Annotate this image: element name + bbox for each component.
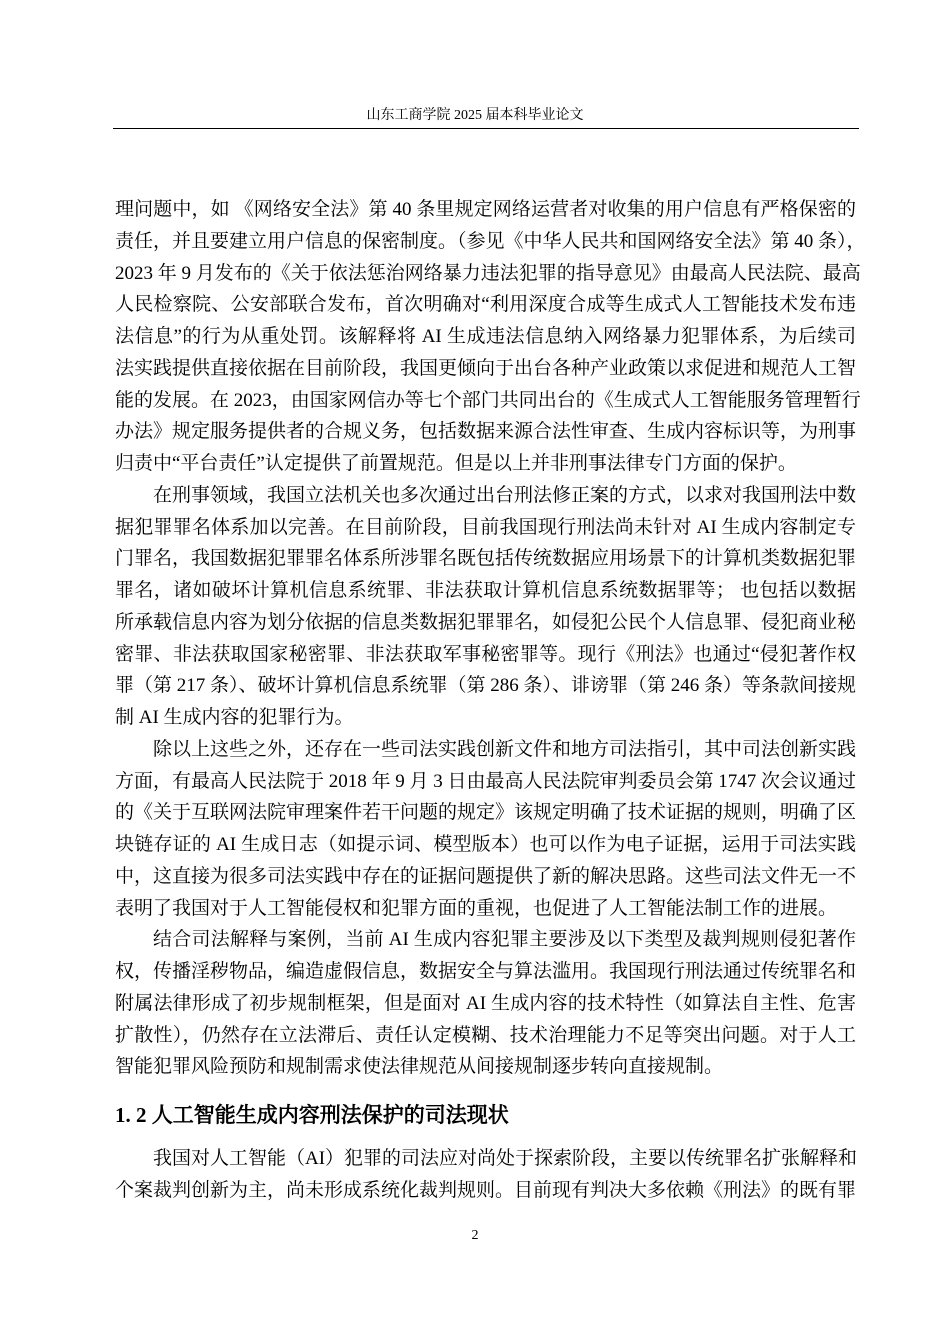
paragraph bbox=[115, 1143, 856, 1207]
text-line: 制 AI 生成内容的犯罪行为。 bbox=[115, 707, 354, 728]
text-line: 法信息”的行为从重处罚。该解释将 AI 生成违法信息纳入网络暴力犯罪体系，为后续司 bbox=[115, 326, 856, 347]
text-line: 2023 年 9 月发布的《关于依法惩治网络暴力违法犯罪的指导意见》由最高人民法院、最高 bbox=[115, 262, 861, 284]
text-line: 办法》规定服务提供者的合规义务，包括数据来源合法性审查、生成内容标识等，为刑事 bbox=[115, 421, 857, 443]
text-line: 能的发展。在 2023，由国家网信办等七个部门共同出台的《生成式人工智能服务管理暂行 bbox=[115, 389, 861, 411]
text-line: 块链存证的 AI 生成日志（如提示词、模型版本）也可以作为电子证据，运用于司法实践 bbox=[115, 834, 856, 855]
text-line: 人民检察院、公安部联合发布，首次明确对“利用深度合成等生成式人工智能技术发布违 bbox=[115, 294, 856, 316]
text-line: 中，这直接为很多司法实践中存在的证据问题提供了新的解决思路。这些司法文件无一不 bbox=[115, 865, 857, 887]
text-line: 责任，并且要建立用户信息的保密制度。（参见《中华人民共和国网络安全法》第 40 条）， bbox=[115, 230, 866, 252]
text-line: 在刑事领域，我国立法机关也多次通过出台刑法修正案的方式，以求对我国刑法中数 bbox=[153, 484, 857, 506]
text-line: 智能犯罪风险预防和规制需求使法律规范从间接规制逐步转向直接规制。 bbox=[115, 1056, 724, 1078]
text-line: 据犯罪罪名体系加以完善。在目前阶段，目前我国现行刑法尚未针对 AI 生成内容制定专 bbox=[115, 516, 856, 538]
paragraph bbox=[115, 734, 856, 925]
text-line: 的《关于互联网法院审理案件若干问题的规定》该规定明确了技术证据的规则，明确了区 bbox=[115, 802, 857, 824]
section-heading: 1. 2 人工智能生成内容刑法保护的司法现状 bbox=[115, 1103, 509, 1127]
text-line: 门罪名，我国数据犯罪罪名体系所涉罪名既包括传统数据应用场景下的计算机类数据犯罪 bbox=[115, 548, 857, 570]
page-number: 2 bbox=[471, 1228, 479, 1243]
text-line: 归责中“平台责任”认定提供了前置规范。但是以上并非刑事法律专门方面的保护。 bbox=[115, 453, 797, 474]
text-line: 罪（第 217 条）、破坏计算机信息系统罪（第 286 条）、诽谤罪（第 246 条）等条款间接规 bbox=[115, 675, 857, 697]
text-line: 结合司法解释与案例，当前 AI 生成内容犯罪主要涉及以下类型及裁判规则侵犯著作 bbox=[153, 929, 856, 951]
text-line: 方面，有最高人民法院于 2018 年 9 月 3 日由最高人民法院审判委员会第 1747 次会议通过 bbox=[115, 770, 857, 792]
running-header: 山东工商学院 2025 届本科毕业论文 bbox=[366, 108, 584, 123]
paragraphs-after-section bbox=[115, 1143, 856, 1207]
document-body bbox=[115, 194, 866, 1207]
paragraphs-before-section bbox=[115, 194, 866, 1083]
paragraph bbox=[115, 924, 856, 1083]
text-line: 权，传播淫秽物品，编造虚假信息，数据安全与算法滥用。我国现行刑法通过传统罪名和 bbox=[115, 961, 857, 982]
paragraph bbox=[115, 480, 856, 734]
text-line: 附属法律形成了初步规制框架，但是面对 AI 生成内容的技术特性（如算法自主性、危害 bbox=[115, 992, 856, 1014]
paragraph bbox=[115, 194, 866, 480]
text-line: 法实践提供直接依据在目前阶段，我国更倾向于出台各种产业政策以求促进和规范人工智 bbox=[115, 357, 857, 379]
text-line: 我国对人工智能（AI）犯罪的司法应对尚处于探索阶段，主要以传统罪名扩张解释和 bbox=[153, 1148, 858, 1169]
text-line: 个案裁判创新为主，尚未形成系统化裁判规则。目前现有判决大多依赖《刑法》的既有罪 bbox=[115, 1179, 857, 1201]
text-line: 表明了我国对于人工智能侵权和犯罪方面的重视，也促进了人工智能法制工作的进展。 bbox=[115, 897, 838, 919]
text-line: 扩散性），仍然存在立法滞后、责任认定模糊、技术治理能力不足等突出问题。对于人工 bbox=[115, 1024, 856, 1046]
text-line: 除以上这些之外，还存在一些司法实践创新文件和地方司法指引，其中司法创新实践 bbox=[153, 738, 857, 760]
text-line: 所承载信息内容为划分依据的信息类数据犯罪罪名，如侵犯公民个人信息罪、侵犯商业秘 bbox=[115, 611, 857, 633]
text-line: 理问题中，如 《网络安全法》第 40 条里规定网络运营者对收集的用户信息有严格保密的 bbox=[115, 199, 856, 220]
header-rule bbox=[113, 128, 859, 129]
text-line: 罪名，诸如破坏计算机信息系统罪、非法获取计算机信息系统数据罪等； 也包括以数据 bbox=[115, 580, 856, 601]
text-line: 密罪、非法获取国家秘密罪、非法获取军事秘密罪等。现行《刑法》也通过“侵犯著作权 bbox=[115, 643, 856, 665]
